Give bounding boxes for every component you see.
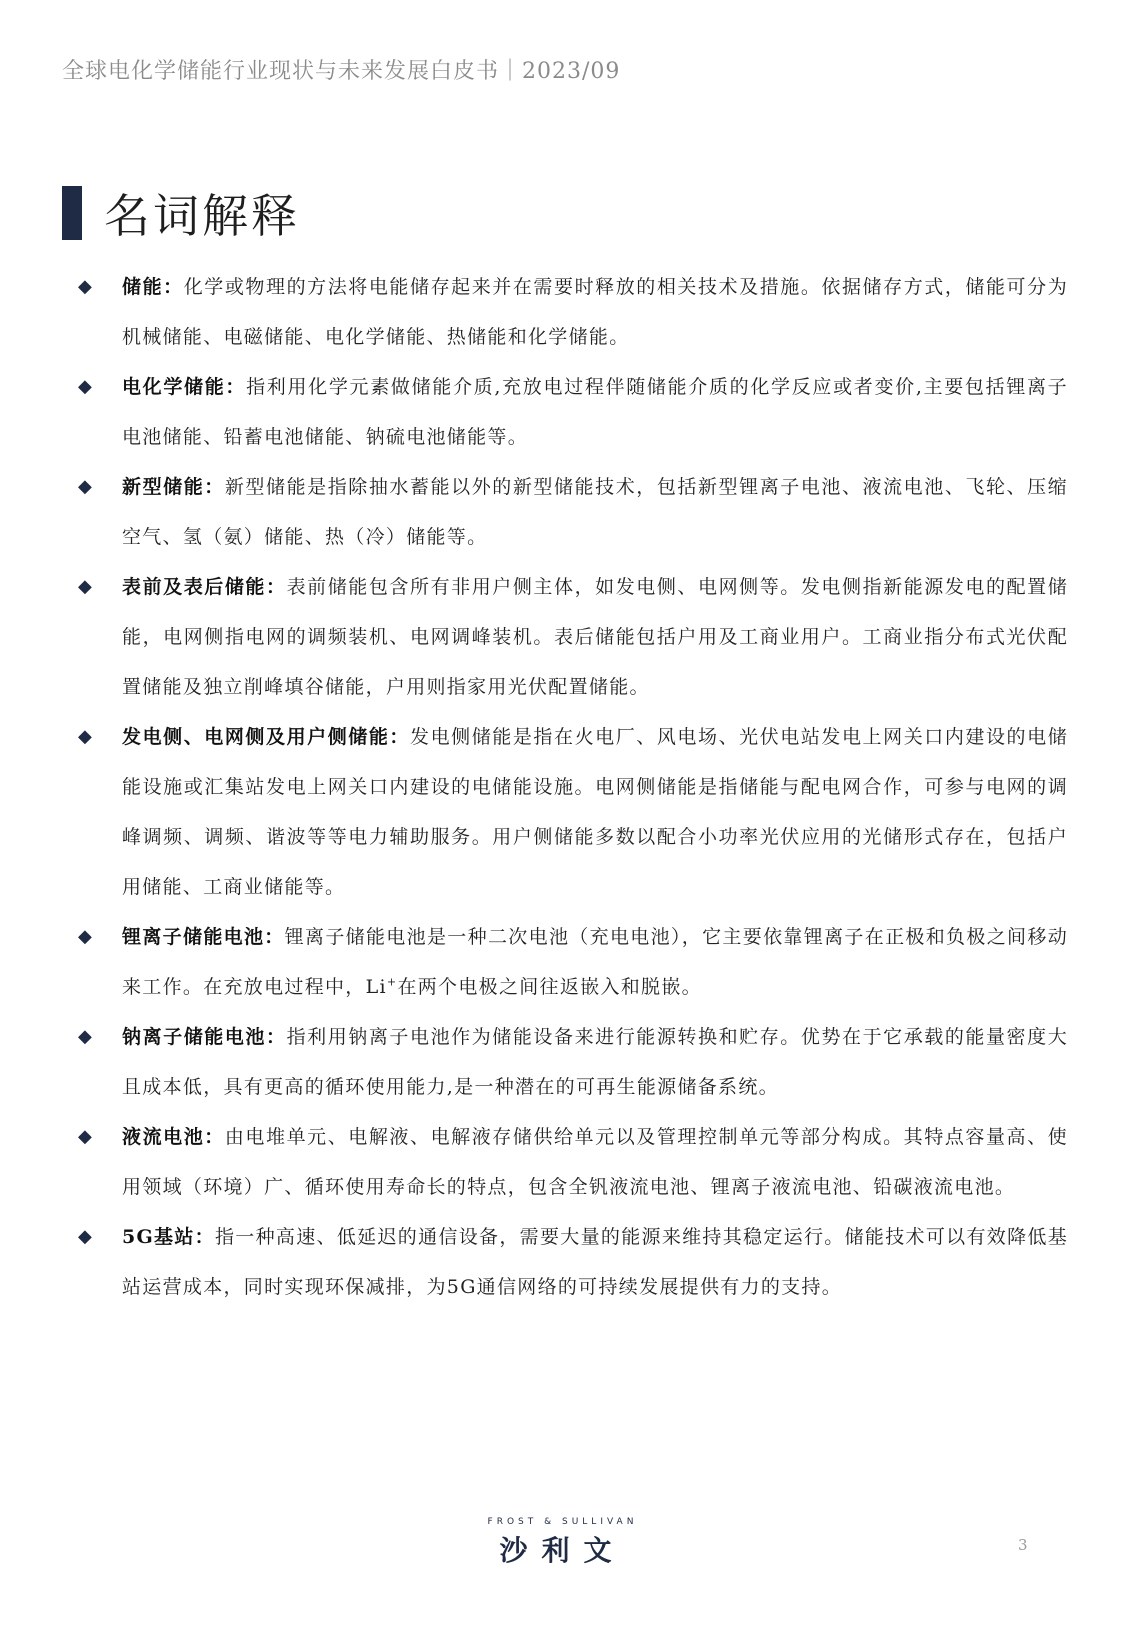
glossary-item — [78, 462, 1068, 562]
term-name: 发电侧、电网侧及用户侧储能： — [122, 726, 410, 748]
term-description: 化学或物理的方法将电能储存起来并在需要时释放的相关技术及措施。依据储存方式，储能可分为机械储能、电磁储能、电化学储能、热储能和化学储能。 — [122, 276, 1068, 348]
glossary-item — [78, 262, 1068, 362]
term-description: 表前储能包含所有非用户侧主体，如发电侧、电网侧等。发电侧指新能源发电的配置储能，电网侧指电网的调频装机、电网调峰装机。表后储能包括户用及工商业用户。工商业指分布式光伏配置储能及独立削峰填谷储能，户用则指家用光伏配置储能。 — [122, 576, 1069, 698]
diamond-bullet-icon: ◆ — [78, 1126, 92, 1147]
diamond-bullet-icon: ◆ — [78, 1026, 92, 1047]
term-description: 指利用化学元素做储能介质,充放电过程伴随储能介质的化学反应或者变价,主要包括锂离子电池储能、铅蓄电池储能、钠硫电池储能等。 — [122, 376, 1068, 448]
term-description: 指一种高速、低延迟的通信设备，需要大量的能源来维持其稳定运行。储能技术可以有效降低基站运营成本，同时实现环保减排，为5G通信网络的可持续发展提供有力的支持。 — [122, 1226, 1069, 1298]
glossary-item — [78, 1112, 1068, 1212]
logo-english: FROST & SULLIVAN — [487, 1517, 638, 1527]
term-name: 表前及表后储能： — [122, 576, 287, 598]
glossary-entry — [122, 912, 1068, 1012]
term-name: 新型储能： — [122, 476, 225, 498]
glossary-item — [78, 562, 1068, 712]
term-description-end: 在两个电极之间往返嵌入和脱嵌。 — [397, 976, 702, 998]
diamond-bullet-icon: ◆ — [78, 376, 92, 397]
diamond-bullet-icon: ◆ — [78, 1226, 92, 1247]
term-name: 锂离子储能电池： — [122, 926, 285, 948]
logo-chinese: 沙利文 — [499, 1534, 626, 1567]
glossary-item — [78, 912, 1068, 1012]
page-number: 3 — [1018, 1536, 1028, 1554]
diamond-bullet-icon: ◆ — [78, 476, 92, 497]
glossary-item — [78, 1212, 1068, 1312]
diamond-bullet-icon: ◆ — [78, 576, 92, 597]
term-name: 储能： — [122, 276, 184, 298]
term-description: 锂离子储能电池是一种二次电池（充电电池），它主要依靠锂离子在正极和负极之间移动来工作。在充放电过程中，Li — [122, 926, 1069, 998]
section-title: 名词解释 — [104, 189, 300, 243]
glossary-entry — [122, 1112, 1068, 1212]
term-name: 钠离子储能电池： — [122, 1026, 287, 1048]
document-header: 全球电化学储能行业现状与未来发展白皮书｜2023/09 — [62, 59, 621, 84]
term-description: 由电堆单元、电解液、电解液存储供给单元以及管理控制单元等部分构成。其特点容量高、使用领域（环境）广、循环使用寿命长的特点，包含全钒液流电池、锂离子液流电池、铅碳液流电池。 — [122, 1126, 1068, 1198]
glossary-entry — [122, 462, 1068, 562]
frost-sullivan-logo — [0, 1517, 1125, 1569]
glossary-list — [78, 262, 1068, 1312]
section-heading — [62, 180, 300, 246]
glossary-entry — [122, 262, 1068, 362]
diamond-bullet-icon: ◆ — [78, 726, 92, 747]
term-description: 新型储能是指除抽水蓄能以外的新型储能技术，包括新型锂离子电池、液流电池、飞轮、压缩空气、氢（氨）储能、热（冷）储能等。 — [122, 476, 1068, 548]
glossary-entry — [122, 1012, 1068, 1112]
term-description: 指利用钠离子电池作为储能设备来进行能源转换和贮存。优势在于它承载的能量密度大且成本低，具有更高的循环使用能力,是一种潜在的可再生能源储备系统。 — [122, 1026, 1069, 1098]
diamond-bullet-icon: ◆ — [78, 926, 92, 947]
glossary-item — [78, 1012, 1068, 1112]
glossary-entry — [122, 712, 1068, 912]
glossary-entry — [122, 362, 1068, 462]
superscript-plus: + — [386, 975, 398, 989]
term-name: 电化学储能： — [122, 376, 247, 398]
heading-accent-bar — [62, 186, 82, 240]
diamond-bullet-icon: ◆ — [78, 276, 92, 297]
glossary-item — [78, 712, 1068, 912]
term-name: 液流电池： — [122, 1126, 225, 1148]
glossary-entry — [122, 562, 1068, 712]
term-description: 发电侧储能是指在火电厂、风电场、光伏电站发电上网关口内建设的电储能设施或汇集站发电上网关口内建设的电储能设施。电网侧储能是指储能与配电网合作，可参与电网的调峰调频、调频、谐波等等电力辅助服务。用户侧储能多数以配合小功率光伏应用的光储形式存在，包括户用储能、工商业储能等。 — [122, 726, 1068, 898]
glossary-entry — [122, 1212, 1068, 1312]
term-name: 5G基站： — [122, 1226, 215, 1248]
glossary-item — [78, 362, 1068, 462]
